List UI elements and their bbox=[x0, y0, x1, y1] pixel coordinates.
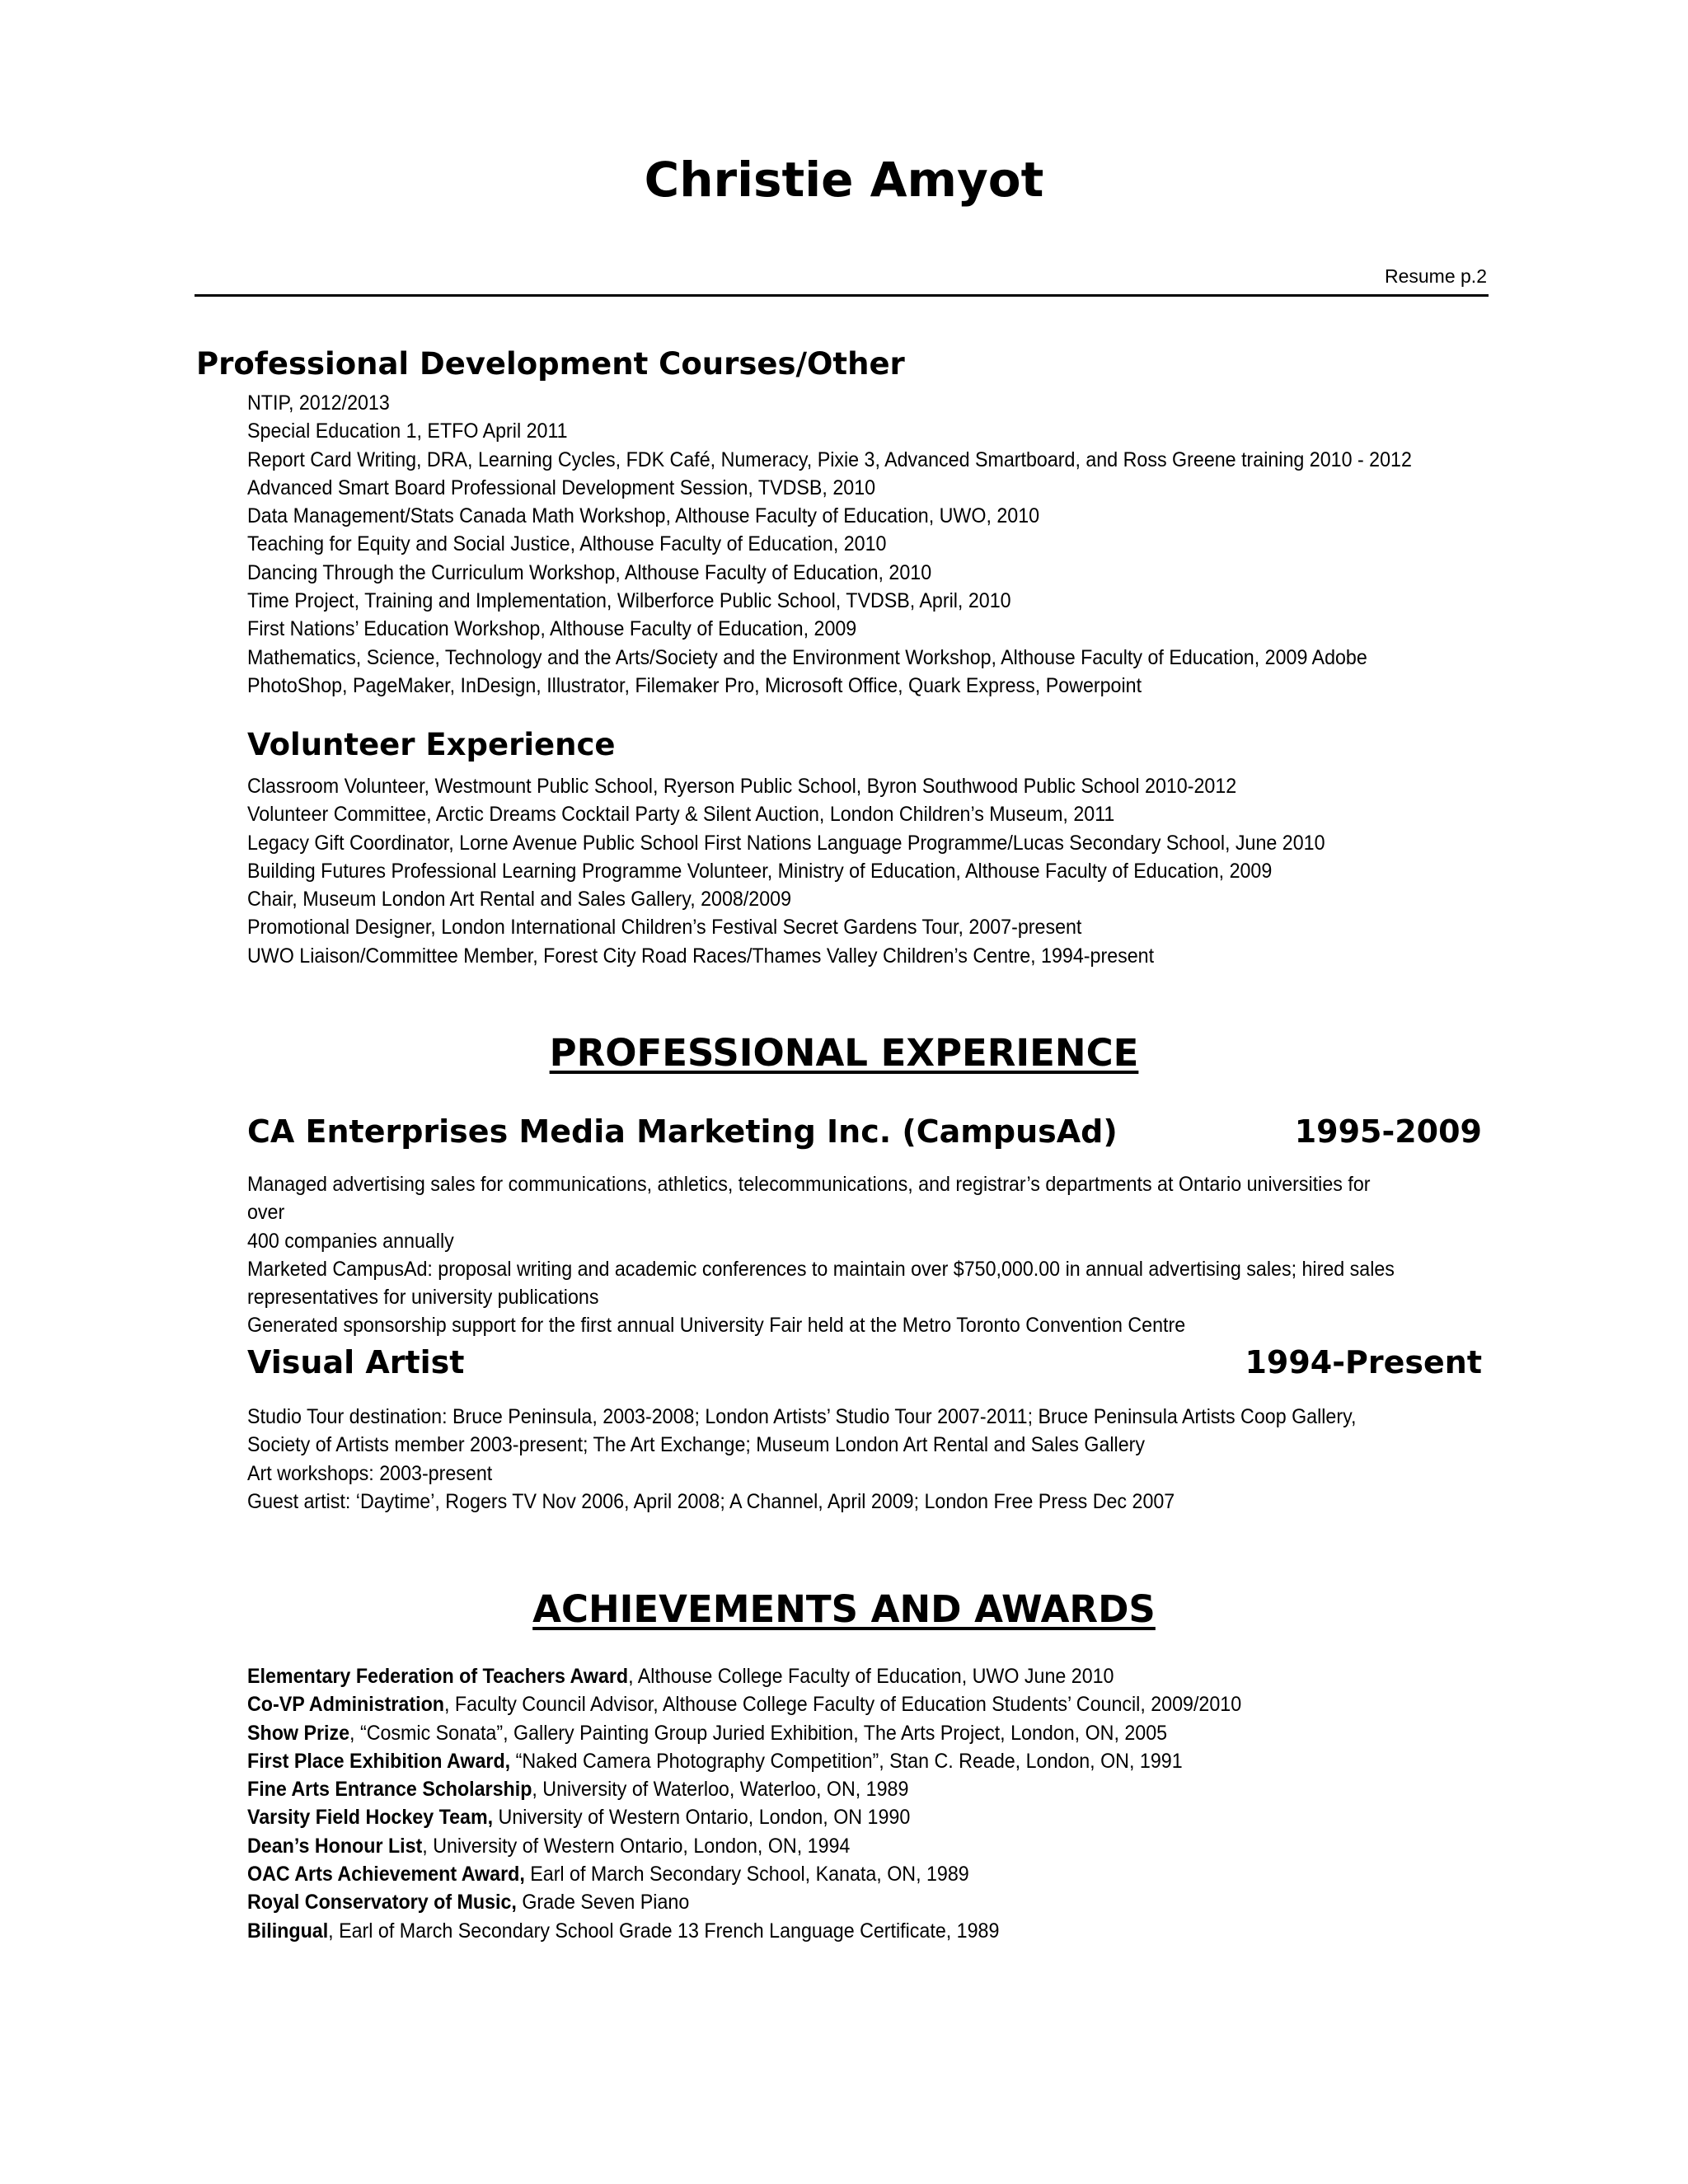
list-item: NTIP, 2012/2013 bbox=[247, 391, 390, 415]
award-detail: , “Cosmic Sonata”, Gallery Painting Group Juried Exhibition, The Arts Project, London, ON, 2005 bbox=[349, 1721, 1168, 1745]
list-item: Marketed CampusAd: proposal writing and academic conferences to maintain over $750,000.00 in annual advertising sales; hired sales bbox=[247, 1257, 1395, 1281]
list-item: Generated sponsorship support for the first annual University Fair held at the Metro Toronto Convention Centre bbox=[247, 1314, 1186, 1338]
list-item: Chair, Museum London Art Rental and Sales Gallery, 2008/2009 bbox=[247, 888, 792, 912]
list-item: Art workshops: 2003-present bbox=[247, 1461, 493, 1485]
award-detail: Earl of March Secondary School, Kanata, ON, 1989 bbox=[524, 1863, 969, 1886]
award-name: Fine Arts Entrance Scholarship bbox=[247, 1778, 532, 1802]
list-item: Advanced Smart Board Professional Development Session, TVDSB, 2010 bbox=[247, 476, 876, 499]
award-detail: , University of Western Ontario, London, ON, 1994 bbox=[422, 1834, 851, 1858]
achievements-heading: ACHIEVEMENTS AND AWARDS bbox=[532, 1587, 1156, 1631]
award-name: First Place Exhibition Award, bbox=[247, 1749, 511, 1773]
list-item: Legacy Gift Coordinator, Lorne Avenue Public School First Nations Language Programme/Lucas Secondary School, June 2010 bbox=[247, 831, 1325, 855]
award-item bbox=[247, 1690, 1413, 1718]
job-description bbox=[247, 1170, 1413, 1340]
job-header bbox=[247, 1111, 1482, 1152]
award-name: Dean’s Honour List bbox=[247, 1834, 423, 1858]
list-item: Teaching for Equity and Social Justice, Althouse Faculty of Education, 2010 bbox=[247, 532, 887, 556]
list-item: Mathematics, Science, Technology and the Arts/Society and the Environment Workshop, Althouse Faculty of Education, 2009 Adobe bbox=[247, 645, 1367, 669]
list-item: Time Project, Training and Implementation, Wilberforce Public School, TVDSB, April, 2010 bbox=[247, 589, 1011, 613]
award-item bbox=[247, 1860, 1413, 1888]
job-title: Visual Artist bbox=[247, 1344, 465, 1380]
job-dates: 1995-2009 bbox=[1294, 1113, 1482, 1150]
list-item: 400 companies annually bbox=[247, 1229, 454, 1253]
award-detail: , Faculty Council Advisor, Althouse College Faculty of Education Students’ Council, 2009/2010 bbox=[443, 1693, 1242, 1717]
candidate-name: Christie Amyot bbox=[644, 152, 1044, 208]
job-description bbox=[247, 1403, 1413, 1516]
job-title: CA Enterprises Media Marketing Inc. (CampusAd) bbox=[247, 1113, 1118, 1150]
professional-experience-heading: PROFESSIONAL EXPERIENCE bbox=[549, 1031, 1139, 1075]
list-item: PhotoShop, PageMaker, InDesign, Illustrator, Filemaker Pro, Microsoft Office, Quark Express, Powerpoint bbox=[247, 673, 1142, 697]
list-item: Report Card Writing, DRA, Learning Cycles, FDK Café, Numeracy, Pixie 3, Advanced Smartboard, and Ross Greene training 2010 - 2012 bbox=[247, 448, 1412, 471]
list-item: First Nations’ Education Workshop, Althouse Faculty of Education, 2009 bbox=[247, 617, 857, 641]
award-item bbox=[247, 1747, 1413, 1775]
list-item: Classroom Volunteer, Westmount Public School, Ryerson Public School, Byron Southwood Public School 2010-2012 bbox=[247, 775, 1237, 798]
award-item bbox=[247, 1888, 1413, 1916]
list-item: Data Management/Stats Canada Math Workshop, Althouse Faculty of Education, UWO, 2010 bbox=[247, 504, 1040, 528]
award-detail: , Earl of March Secondary School Grade 13 French Language Certificate, 1989 bbox=[328, 1919, 1000, 1943]
award-item bbox=[247, 1803, 1413, 1831]
list-item: Promotional Designer, London International Children’s Festival Secret Gardens Tour, 2007-present bbox=[247, 916, 1082, 940]
award-detail: University of Western Ontario, London, ON 1990 bbox=[493, 1806, 911, 1830]
volunteer-list bbox=[247, 772, 1413, 970]
list-item: Building Futures Professional Learning Programme Volunteer, Ministry of Education, Althouse Faculty of Education, 2009 bbox=[247, 859, 1273, 883]
award-item bbox=[247, 1775, 1413, 1803]
list-item: Society of Artists member 2003-present; The Art Exchange; Museum London Art Rental and Sales Gallery bbox=[247, 1433, 1146, 1457]
page-label: Resume p.2 bbox=[1384, 265, 1487, 287]
professional-development-heading: Professional Development Courses/Other bbox=[196, 346, 905, 382]
award-name: Varsity Field Hockey Team, bbox=[247, 1806, 494, 1830]
award-item bbox=[247, 1662, 1413, 1690]
job-dates: 1994-Present bbox=[1245, 1344, 1482, 1380]
award-name: Royal Conservatory of Music, bbox=[247, 1891, 517, 1915]
award-name: Bilingual bbox=[247, 1919, 329, 1943]
list-item: Volunteer Committee, Arctic Dreams Cocktail Party & Silent Auction, London Children’s Museum, 2011 bbox=[247, 803, 1115, 827]
awards-list bbox=[247, 1662, 1413, 1945]
award-item bbox=[247, 1832, 1413, 1860]
award-name: Elementary Federation of Teachers Award bbox=[247, 1665, 629, 1688]
award-detail: Grade Seven Piano bbox=[516, 1891, 690, 1915]
award-detail: , Althouse College Faculty of Education, UWO June 2010 bbox=[628, 1665, 1114, 1688]
list-item: Studio Tour destination: Bruce Peninsula, 2003-2008; London Artists’ Studio Tour 2007-2011; Bruce Peninsula Artists Coop Gallery, bbox=[247, 1405, 1357, 1428]
list-item: Special Education 1, ETFO April 2011 bbox=[247, 419, 568, 443]
award-detail: “Naked Camera Photography Competition”, Stan C. Reade, London, ON, 1991 bbox=[510, 1749, 1183, 1773]
job-header bbox=[247, 1342, 1482, 1383]
volunteer-heading: Volunteer Experience bbox=[247, 727, 616, 762]
list-item: Guest artist: ‘Daytime’, Rogers TV Nov 2006, April 2008; A Channel, April 2009; London Free Press Dec 2007 bbox=[247, 1489, 1175, 1513]
list-item: UWO Liaison/Committee Member, Forest City Road Races/Thames Valley Children’s Centre, 1994-present bbox=[247, 944, 1155, 968]
award-name: OAC Arts Achievement Award, bbox=[247, 1863, 525, 1886]
award-name: Co-VP Administration bbox=[247, 1693, 444, 1717]
list-item: representatives for university publications bbox=[247, 1286, 599, 1310]
header-divider bbox=[195, 294, 1489, 297]
award-item bbox=[247, 1719, 1413, 1747]
list-item: Dancing Through the Curriculum Workshop, Althouse Faculty of Education, 2010 bbox=[247, 560, 932, 584]
award-detail: , University of Waterloo, Waterloo, ON, 1989 bbox=[532, 1778, 909, 1802]
award-item bbox=[247, 1917, 1413, 1945]
professional-development-list bbox=[247, 389, 1413, 700]
list-item: Managed advertising sales for communications, athletics, telecommunications, and registrar’s departments at Ontario universities for over bbox=[247, 1173, 1371, 1225]
award-name: Show Prize bbox=[247, 1721, 350, 1745]
